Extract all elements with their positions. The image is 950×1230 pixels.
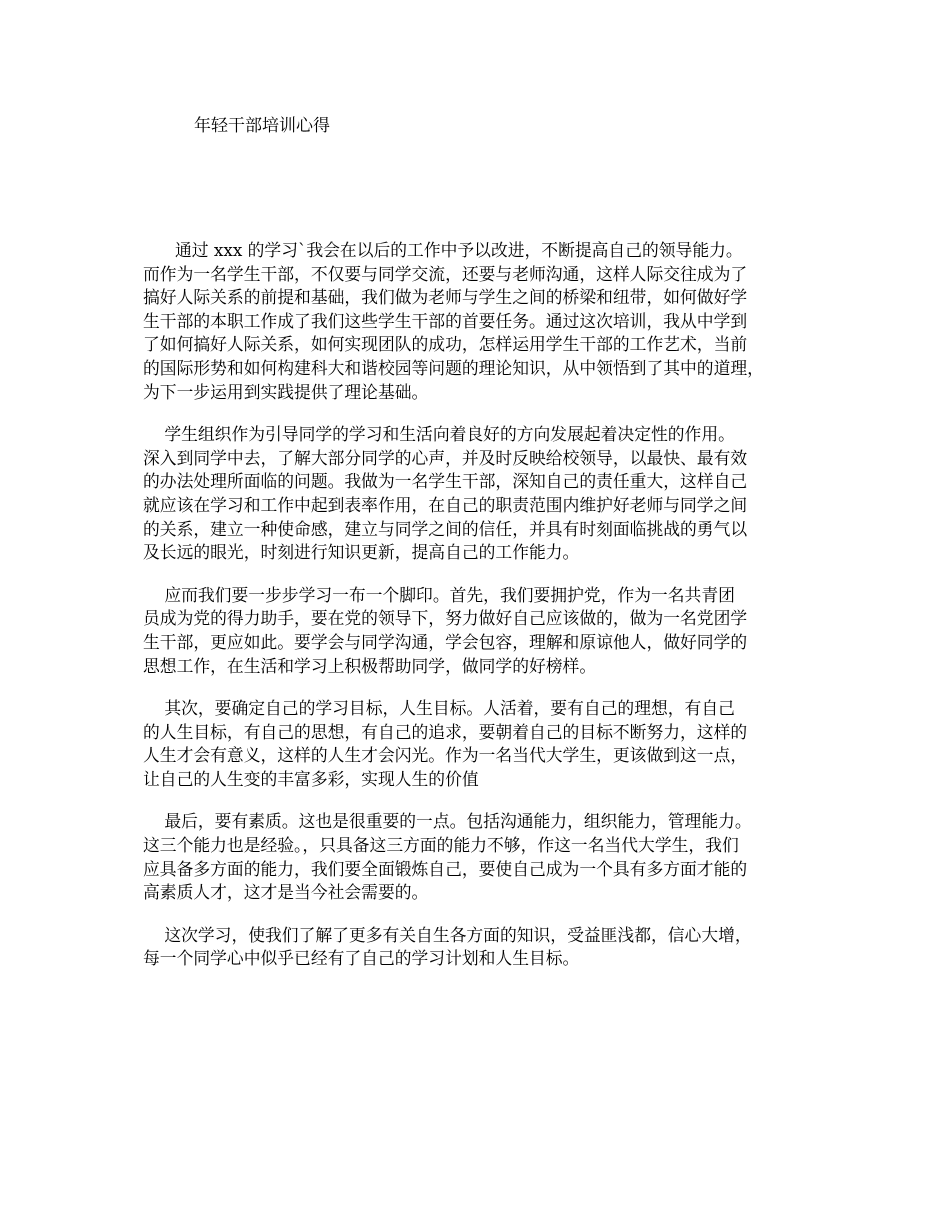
paragraph-2 (143, 423, 823, 565)
paragraph-line: 深入到同学中去，了解大部分同学的心声，并及时反映给校领导，以最快、最有效 (143, 447, 748, 468)
paragraph-line: 这三个能力也是经验。，只具备这三方面的能力不够，作这一名当代大学生，我们 (143, 835, 739, 856)
paragraph-1 (143, 239, 823, 404)
paragraph-line: 为下一步运用到实践提供了理论基础。 (143, 381, 429, 402)
paragraph-line: 就应该在学习和工作中起到表率作用，在自己的职责范围内维护好老师与同学之间 (143, 494, 748, 515)
paragraph-line: 及长远的眼光，时刻进行知识更新，提高自己的工作能力。 (143, 542, 580, 563)
paragraph-line: 的人生目标，有自己的思想，有自己的追求，要朝着自己的目标不断努力，这样的 (143, 721, 748, 742)
paragraph-4 (143, 697, 823, 791)
paragraph-line: 生干部，更应如此。要学会与同学沟通，学会包容，理解和原谅他人，做好同学的 (143, 631, 748, 652)
paragraph-line: 的办法处理所面临的问题。我做为一名学生干部，深知自己的责任重大，这样自己 (143, 471, 748, 492)
paragraph-line: 每一个同学心中似乎已经有了自己的学习计划和人生目标。 (143, 948, 580, 969)
paragraph-line: 了如何搞好人际关系，如何实现团队的成功，怎样运用学生干部的工作艺术，当前 (143, 334, 748, 355)
paragraph-line: 这次学习，使我们了解了更多有关自生各方面的知识，受益匪浅都，信心大增， (143, 924, 752, 945)
paragraph-line: 应而我们要一步步学习一布一个脚印。首先，我们要拥护党，作为一名共青团 (143, 584, 735, 605)
paragraph-line: 最后，要有素质。这也是很重要的一点。包括沟通能力，组织能力，管理能力。 (143, 811, 752, 832)
document-body (143, 239, 823, 990)
paragraph-line: 的国际形势和如何构建科大和谐校园等问题的理论知识，从中领悟到了其中的道理， (143, 357, 764, 378)
paragraph-line: 学生组织作为引导同学的学习和生活向着良好的方向发展起着决定性的作用。 (143, 424, 735, 445)
document-title: 年轻干部培训心得 (194, 116, 330, 136)
paragraph-line: 的关系，建立一种使命感，建立与同学之间的信任，并具有时刻面临挑战的勇气以 (143, 518, 748, 539)
paragraph-line: 搞好人际关系的前提和基础，我们做为老师与学生之间的桥梁和纽带，如何做好学 (143, 287, 748, 308)
paragraph-line: 人生才会有意义，这样的人生才会闪光。作为一名当代大学生，更该做到这一点， (143, 745, 748, 766)
paragraph-line: 让自己的人生变的丰富多彩，实现人生的价值 (143, 768, 479, 789)
paragraph-line: 其次，要确定自己的学习目标，人生目标。人活着，要有自己的理想，有自己 (143, 698, 735, 719)
paragraph-line: 应具备多方面的能力，我们要全面锻炼自己，要使自己成为一个具有多方面才能的 (143, 858, 748, 879)
paragraph-3 (143, 584, 823, 678)
paragraph-line: 高素质人才，这才是当今社会需要的。 (143, 882, 429, 903)
paragraph-line: 通过 xxx 的学习`我会在以后的工作中予以改进，不断提高自己的领导能力。 (143, 240, 743, 260)
paragraph-line: 思想工作，在生活和学习上积极帮助同学，做同学的好榜样。 (143, 655, 597, 676)
paragraph-line: 员成为党的得力助手，要在党的领导下，努力做好自己应该做的，做为一名党团学 (143, 608, 748, 629)
paragraph-line: 而作为一名学生干部，不仅要与同学交流，还要与老师沟通，这样人际交往成为了 (143, 263, 748, 284)
paragraph-line: 生干部的本职工作成了我们这些学生干部的首要任务。通过这次培训，我从中学到 (143, 310, 748, 331)
paragraph-5 (143, 810, 823, 904)
paragraph-6 (143, 924, 823, 971)
